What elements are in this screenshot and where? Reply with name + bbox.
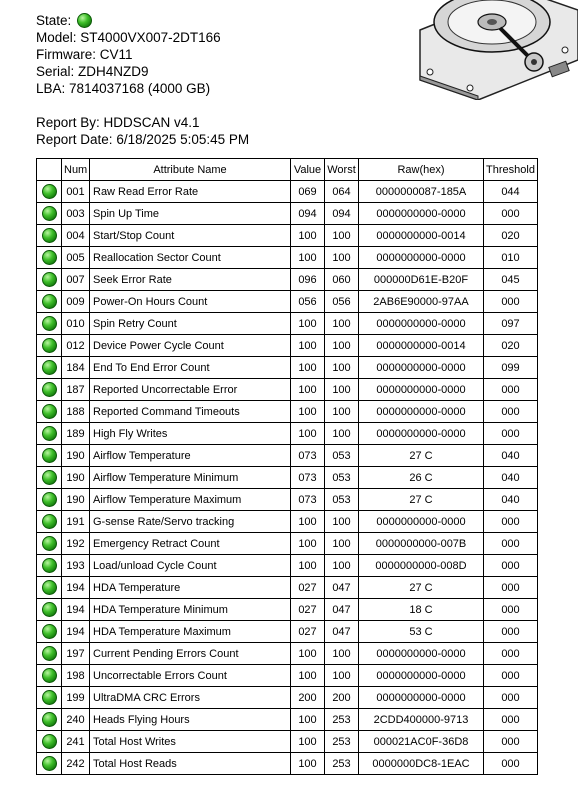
value-cell: 100 <box>291 423 325 445</box>
worst-cell: 053 <box>325 467 359 489</box>
table-header-row <box>37 159 538 181</box>
green-ok-led-icon <box>42 382 57 397</box>
table-row <box>37 687 538 709</box>
green-ok-led-icon <box>42 184 57 199</box>
threshold-cell: 000 <box>484 555 538 577</box>
value-cell: 100 <box>291 643 325 665</box>
attribute-name-column-header: Attribute Name <box>90 159 291 181</box>
num-cell: 242 <box>62 753 90 775</box>
threshold-cell: 000 <box>484 621 538 643</box>
report-by-label: Report By: <box>36 115 100 130</box>
threshold-cell: 000 <box>484 291 538 313</box>
num-cell: 184 <box>62 357 90 379</box>
value-cell: 100 <box>291 247 325 269</box>
table-row <box>37 291 538 313</box>
worst-cell: 047 <box>325 577 359 599</box>
value-cell: 027 <box>291 577 325 599</box>
state-label: State: <box>36 13 72 28</box>
table-row <box>37 709 538 731</box>
worst-cell: 100 <box>325 247 359 269</box>
raw-column-header: Raw(hex) <box>359 159 484 181</box>
value-cell: 027 <box>291 621 325 643</box>
worst-cell: 253 <box>325 709 359 731</box>
threshold-cell: 000 <box>484 511 538 533</box>
table-row <box>37 621 538 643</box>
num-cell: 194 <box>62 621 90 643</box>
green-ok-led-icon <box>42 492 57 507</box>
value-cell: 073 <box>291 445 325 467</box>
status-cell <box>37 665 62 687</box>
table-row <box>37 555 538 577</box>
status-cell <box>37 709 62 731</box>
status-cell <box>37 401 62 423</box>
value-cell: 100 <box>291 753 325 775</box>
value-cell: 100 <box>291 731 325 753</box>
num-cell: 009 <box>62 291 90 313</box>
attribute-name-cell: Uncorrectable Errors Count <box>90 665 291 687</box>
green-ok-led-icon <box>42 712 57 727</box>
worst-cell: 060 <box>325 269 359 291</box>
worst-cell: 100 <box>325 423 359 445</box>
worst-cell: 100 <box>325 335 359 357</box>
value-cell: 100 <box>291 665 325 687</box>
status-cell <box>37 247 62 269</box>
status-cell <box>37 291 62 313</box>
report-by-line <box>36 114 249 131</box>
lba-value: 7814037168 (4000 GB) <box>69 81 211 96</box>
status-cell <box>37 467 62 489</box>
worst-cell: 100 <box>325 555 359 577</box>
raw-cell: 0000000087-185A <box>359 181 484 203</box>
green-ok-led-icon <box>42 646 57 661</box>
green-ok-led-icon <box>42 448 57 463</box>
threshold-cell: 010 <box>484 247 538 269</box>
value-cell: 100 <box>291 357 325 379</box>
status-cell <box>37 423 62 445</box>
table-row <box>37 753 538 775</box>
attribute-name-cell: Reported Uncorrectable Error <box>90 379 291 401</box>
lba-line <box>36 80 249 97</box>
raw-cell: 0000000000-0014 <box>359 225 484 247</box>
attribute-name-cell: Start/Stop Count <box>90 225 291 247</box>
threshold-cell: 040 <box>484 445 538 467</box>
raw-cell: 0000000000-0000 <box>359 357 484 379</box>
worst-cell: 094 <box>325 203 359 225</box>
threshold-cell: 000 <box>484 599 538 621</box>
worst-cell: 053 <box>325 489 359 511</box>
num-cell: 190 <box>62 489 90 511</box>
green-ok-led-icon <box>42 360 57 375</box>
worst-cell: 100 <box>325 225 359 247</box>
table-row <box>37 445 538 467</box>
threshold-cell: 000 <box>484 577 538 599</box>
attribute-name-cell: Power-On Hours Count <box>90 291 291 313</box>
status-cell <box>37 203 62 225</box>
raw-cell: 0000000000-0000 <box>359 687 484 709</box>
table-row <box>37 643 538 665</box>
worst-cell: 100 <box>325 401 359 423</box>
worst-cell: 047 <box>325 599 359 621</box>
status-cell <box>37 621 62 643</box>
attribute-name-cell: HDA Temperature <box>90 577 291 599</box>
status-cell <box>37 687 62 709</box>
attribute-name-cell: Airflow Temperature Maximum <box>90 489 291 511</box>
threshold-cell: 000 <box>484 643 538 665</box>
num-cell: 187 <box>62 379 90 401</box>
value-cell: 100 <box>291 401 325 423</box>
status-cell <box>37 379 62 401</box>
smart-attributes-table <box>36 158 538 775</box>
firmware-line <box>36 46 249 63</box>
threshold-cell: 000 <box>484 665 538 687</box>
green-ok-led-icon <box>42 338 57 353</box>
table-row <box>37 203 538 225</box>
raw-cell: 0000000000-007B <box>359 533 484 555</box>
threshold-cell: 000 <box>484 401 538 423</box>
worst-cell: 253 <box>325 753 359 775</box>
table-row <box>37 181 538 203</box>
green-ok-led-icon <box>42 294 57 309</box>
num-cell: 007 <box>62 269 90 291</box>
status-cell <box>37 643 62 665</box>
raw-cell: 53 C <box>359 621 484 643</box>
attribute-name-cell: End To End Error Count <box>90 357 291 379</box>
threshold-cell: 040 <box>484 467 538 489</box>
table-row <box>37 511 538 533</box>
attribute-name-cell: Airflow Temperature Minimum <box>90 467 291 489</box>
attribute-name-cell: Reallocation Sector Count <box>90 247 291 269</box>
threshold-cell: 000 <box>484 379 538 401</box>
value-cell: 100 <box>291 313 325 335</box>
num-cell: 005 <box>62 247 90 269</box>
threshold-cell: 020 <box>484 335 538 357</box>
raw-cell: 2CDD400000-9713 <box>359 709 484 731</box>
value-cell: 100 <box>291 225 325 247</box>
attribute-name-cell: Total Host Reads <box>90 753 291 775</box>
value-cell: 100 <box>291 379 325 401</box>
threshold-cell: 097 <box>484 313 538 335</box>
num-cell: 191 <box>62 511 90 533</box>
raw-cell: 0000000000-008D <box>359 555 484 577</box>
num-cell: 001 <box>62 181 90 203</box>
value-cell: 069 <box>291 181 325 203</box>
num-cell: 194 <box>62 577 90 599</box>
threshold-cell: 000 <box>484 687 538 709</box>
value-column-header: Value <box>291 159 325 181</box>
worst-cell: 047 <box>325 621 359 643</box>
value-cell: 073 <box>291 489 325 511</box>
num-cell: 190 <box>62 467 90 489</box>
attribute-name-cell: Raw Read Error Rate <box>90 181 291 203</box>
worst-cell: 056 <box>325 291 359 313</box>
attribute-name-cell: Emergency Retract Count <box>90 533 291 555</box>
threshold-cell: 040 <box>484 489 538 511</box>
report-date-label: Report Date: <box>36 132 113 147</box>
green-ok-led-icon <box>42 558 57 573</box>
status-cell <box>37 599 62 621</box>
attribute-name-cell: Spin Up Time <box>90 203 291 225</box>
state-line <box>36 12 249 29</box>
green-ok-led-icon <box>42 206 57 221</box>
num-cell: 192 <box>62 533 90 555</box>
status-cell <box>37 181 62 203</box>
attribute-name-cell: HDA Temperature Minimum <box>90 599 291 621</box>
threshold-cell: 000 <box>484 203 538 225</box>
num-cell: 010 <box>62 313 90 335</box>
model-value: ST4000VX007-2DT166 <box>80 30 221 45</box>
num-cell: 240 <box>62 709 90 731</box>
green-ok-led-icon <box>42 734 57 749</box>
worst-cell: 100 <box>325 511 359 533</box>
firmware-value: CV11 <box>99 47 133 62</box>
num-cell: 189 <box>62 423 90 445</box>
hard-disk-drive-icon <box>400 0 578 100</box>
table-row <box>37 533 538 555</box>
num-cell: 012 <box>62 335 90 357</box>
table-row <box>37 731 538 753</box>
raw-cell: 000000D61E-B20F <box>359 269 484 291</box>
table-row <box>37 599 538 621</box>
raw-cell: 0000000000-0000 <box>359 379 484 401</box>
green-ok-led-icon <box>42 426 57 441</box>
green-ok-led-icon <box>42 756 57 771</box>
threshold-cell: 000 <box>484 533 538 555</box>
table-row <box>37 423 538 445</box>
table-row <box>37 665 538 687</box>
threshold-cell: 044 <box>484 181 538 203</box>
status-cell <box>37 357 62 379</box>
attribute-name-cell: UltraDMA CRC Errors <box>90 687 291 709</box>
status-cell <box>37 225 62 247</box>
value-cell: 200 <box>291 687 325 709</box>
worst-cell: 200 <box>325 687 359 709</box>
attribute-name-cell: Load/unload Cycle Count <box>90 555 291 577</box>
table-row <box>37 313 538 335</box>
green-ok-led-icon <box>42 668 57 683</box>
threshold-cell: 000 <box>484 731 538 753</box>
attribute-name-cell: Reported Command Timeouts <box>90 401 291 423</box>
worst-column-header: Worst <box>325 159 359 181</box>
raw-cell: 2AB6E90000-97AA <box>359 291 484 313</box>
lba-label: LBA: <box>36 81 66 96</box>
threshold-cell: 045 <box>484 269 538 291</box>
raw-cell: 0000000000-0000 <box>359 401 484 423</box>
table-row <box>37 225 538 247</box>
value-cell: 073 <box>291 467 325 489</box>
attribute-name-cell: Spin Retry Count <box>90 313 291 335</box>
worst-cell: 100 <box>325 313 359 335</box>
status-cell <box>37 445 62 467</box>
value-cell: 100 <box>291 709 325 731</box>
num-cell: 197 <box>62 643 90 665</box>
num-cell: 004 <box>62 225 90 247</box>
table-row <box>37 247 538 269</box>
raw-cell: 26 C <box>359 467 484 489</box>
green-ok-led-icon <box>42 250 57 265</box>
raw-cell: 0000000000-0000 <box>359 643 484 665</box>
raw-cell: 27 C <box>359 489 484 511</box>
status-cell <box>37 753 62 775</box>
table-row <box>37 401 538 423</box>
num-column-header: Num <box>62 159 90 181</box>
num-cell: 194 <box>62 599 90 621</box>
worst-cell: 100 <box>325 665 359 687</box>
worst-cell: 100 <box>325 533 359 555</box>
green-ok-led-icon <box>42 602 57 617</box>
worst-cell: 100 <box>325 357 359 379</box>
serial-label: Serial: <box>36 64 75 79</box>
table-row <box>37 577 538 599</box>
attribute-name-cell: Airflow Temperature <box>90 445 291 467</box>
value-cell: 100 <box>291 555 325 577</box>
model-line <box>36 29 249 46</box>
threshold-cell: 020 <box>484 225 538 247</box>
value-cell: 027 <box>291 599 325 621</box>
status-cell <box>37 731 62 753</box>
green-ok-led-icon <box>42 624 57 639</box>
green-ok-led-icon <box>42 690 57 705</box>
raw-cell: 000021AC0F-36D8 <box>359 731 484 753</box>
threshold-cell: 000 <box>484 753 538 775</box>
worst-cell: 053 <box>325 445 359 467</box>
attribute-name-cell: Seek Error Rate <box>90 269 291 291</box>
firmware-label: Firmware: <box>36 47 96 62</box>
raw-cell: 0000000000-0000 <box>359 313 484 335</box>
status-column-header <box>37 159 62 181</box>
status-cell <box>37 313 62 335</box>
green-ok-led-icon <box>42 514 57 529</box>
report-date-value: 6/18/2025 5:05:45 PM <box>116 132 250 147</box>
attribute-name-cell: Current Pending Errors Count <box>90 643 291 665</box>
table-row <box>37 335 538 357</box>
raw-cell: 0000000000-0000 <box>359 511 484 533</box>
threshold-cell: 000 <box>484 709 538 731</box>
raw-cell: 0000000000-0000 <box>359 203 484 225</box>
num-cell: 190 <box>62 445 90 467</box>
attribute-name-cell: High Fly Writes <box>90 423 291 445</box>
raw-cell: 18 C <box>359 599 484 621</box>
serial-value: ZDH4NZD9 <box>78 64 149 79</box>
table-row <box>37 467 538 489</box>
status-cell <box>37 555 62 577</box>
worst-cell: 100 <box>325 379 359 401</box>
table-row <box>37 269 538 291</box>
value-cell: 100 <box>291 511 325 533</box>
green-ok-led-icon <box>42 470 57 485</box>
status-ok-icon <box>77 13 92 28</box>
status-cell <box>37 335 62 357</box>
num-cell: 193 <box>62 555 90 577</box>
value-cell: 096 <box>291 269 325 291</box>
threshold-column-header: Threshold <box>484 159 538 181</box>
status-cell <box>37 489 62 511</box>
green-ok-led-icon <box>42 580 57 595</box>
attribute-name-cell: HDA Temperature Maximum <box>90 621 291 643</box>
num-cell: 198 <box>62 665 90 687</box>
green-ok-led-icon <box>42 228 57 243</box>
threshold-cell: 000 <box>484 423 538 445</box>
num-cell: 188 <box>62 401 90 423</box>
raw-cell: 27 C <box>359 445 484 467</box>
report-date-line <box>36 131 249 148</box>
table-row <box>37 379 538 401</box>
num-cell: 003 <box>62 203 90 225</box>
value-cell: 100 <box>291 335 325 357</box>
raw-cell: 27 C <box>359 577 484 599</box>
worst-cell: 064 <box>325 181 359 203</box>
green-ok-led-icon <box>42 316 57 331</box>
num-cell: 241 <box>62 731 90 753</box>
green-ok-led-icon <box>42 536 57 551</box>
attribute-name-cell: Heads Flying Hours <box>90 709 291 731</box>
report-by-value: HDDSCAN v4.1 <box>103 115 200 130</box>
status-cell <box>37 269 62 291</box>
num-cell: 199 <box>62 687 90 709</box>
attribute-name-cell: Total Host Writes <box>90 731 291 753</box>
raw-cell: 0000000000-0000 <box>359 423 484 445</box>
attribute-name-cell: Device Power Cycle Count <box>90 335 291 357</box>
table-row <box>37 357 538 379</box>
green-ok-led-icon <box>42 272 57 287</box>
raw-cell: 0000000DC8-1EAC <box>359 753 484 775</box>
raw-cell: 0000000000-0014 <box>359 335 484 357</box>
threshold-cell: 099 <box>484 357 538 379</box>
worst-cell: 100 <box>325 643 359 665</box>
worst-cell: 253 <box>325 731 359 753</box>
value-cell: 100 <box>291 533 325 555</box>
value-cell: 056 <box>291 291 325 313</box>
status-cell <box>37 533 62 555</box>
drive-info <box>36 12 249 148</box>
table-row <box>37 489 538 511</box>
raw-cell: 0000000000-0000 <box>359 247 484 269</box>
status-cell <box>37 577 62 599</box>
serial-line <box>36 63 249 80</box>
value-cell: 094 <box>291 203 325 225</box>
attribute-name-cell: G-sense Rate/Servo tracking <box>90 511 291 533</box>
raw-cell: 0000000000-0000 <box>359 665 484 687</box>
green-ok-led-icon <box>42 404 57 419</box>
model-label: Model: <box>36 30 77 45</box>
status-cell <box>37 511 62 533</box>
